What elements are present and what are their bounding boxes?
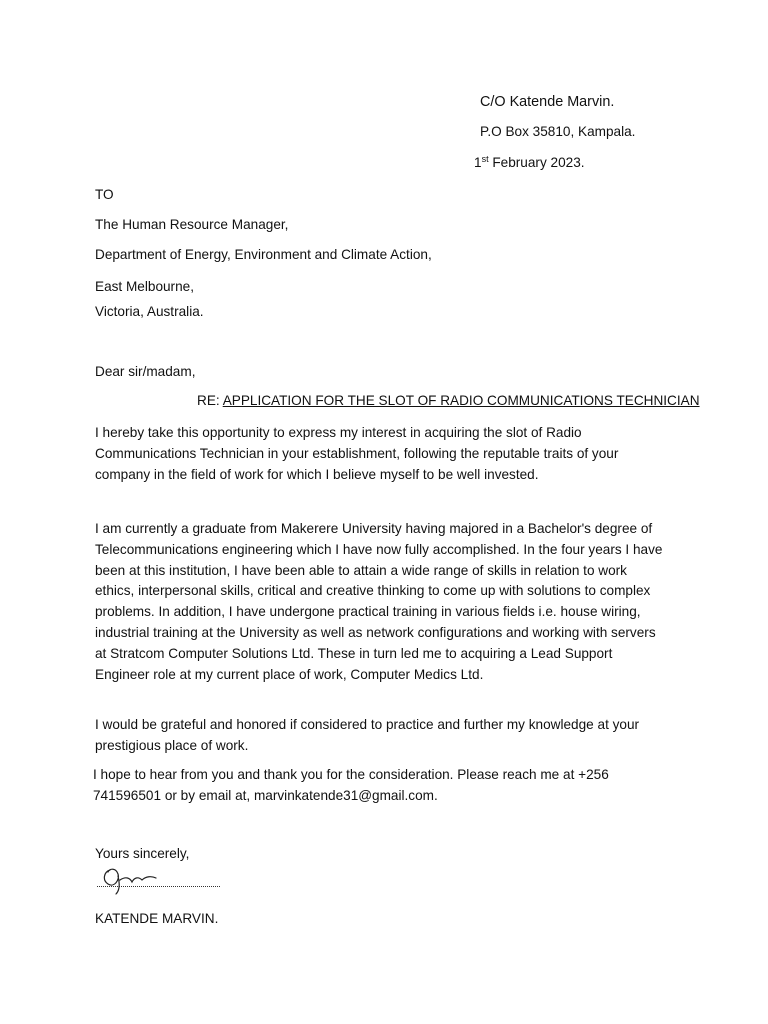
paragraph-background: [95, 519, 695, 685]
handwritten-signature: [96, 862, 166, 896]
paragraph-line: Telecommunications engineering which I have now fully accomplished. In the four years I have: [95, 541, 663, 557]
paragraph-contact: [93, 765, 693, 807]
paragraph-line: industrial training at the University as well as network configurations and working with servers: [95, 624, 656, 640]
closing: Yours sincerely,: [95, 846, 190, 861]
sender-care-of: C/O Katende Marvin.: [480, 94, 615, 110]
paragraph-line: I am currently a graduate from Makerere University having majored in a Bachelor's degree of: [95, 521, 653, 536]
recipient-line-1: The Human Resource Manager,: [95, 217, 289, 232]
paragraph-line: problems. In addition, I have undergone practical training in various fields i.e. house wiring,: [95, 604, 641, 620]
subject-prefix: RE:: [197, 393, 223, 408]
salutation: Dear sir/madam,: [95, 364, 196, 379]
paragraph-line: I hereby take this opportunity to express my interest in acquiring the slot of Radio: [95, 425, 582, 440]
date-day: 1: [474, 155, 482, 170]
recipient-to: TO: [95, 187, 114, 202]
paragraph-line: Engineer role at my current place of work, Computer Medics Ltd.: [95, 666, 484, 682]
paragraph-line: at Stratcom Computer Solutions Ltd. These in turn led me to acquiring a Lead Support: [95, 645, 613, 661]
paragraph-line: 741596501 or by email at, marvinkatende31@gmail.com.: [93, 787, 438, 803]
letter-date: [474, 155, 585, 170]
sender-address: P.O Box 35810, Kampala.: [480, 124, 636, 139]
paragraph-gratitude: [95, 715, 695, 757]
paragraph-line: ethics, interpersonal skills, critical and creative thinking to come up with solutions to complex: [95, 583, 651, 599]
signatory-name: KATENDE MARVIN.: [95, 911, 219, 926]
recipient-line-3: East Melbourne,: [95, 279, 194, 294]
date-rest: February 2023.: [488, 155, 585, 170]
date-suffix: st: [481, 154, 489, 164]
paragraph-interest: [95, 423, 695, 485]
paragraph-line: I would be grateful and honored if considered to practice and further my knowledge at your: [95, 717, 640, 732]
paragraph-line: prestigious place of work.: [95, 737, 249, 753]
subject-line: [197, 393, 700, 408]
recipient-line-2: Department of Energy, Environment and Climate Action,: [95, 247, 432, 262]
recipient-line-4: Victoria, Australia.: [95, 304, 204, 319]
subject-text: APPLICATION FOR THE SLOT OF RADIO COMMUNICATIONS TECHNICIAN: [222, 393, 700, 408]
paragraph-line: company in the field of work for which I believe myself to be well invested.: [95, 466, 539, 482]
paragraph-line: been at this institution, I have been able to attain a wide range of skills in relation to work: [95, 562, 627, 578]
paragraph-line: I hope to hear from you and thank you for the consideration. Please reach me at +256: [93, 767, 609, 782]
paragraph-line: Communications Technician in your establishment, following the reputable traits of your: [95, 445, 619, 461]
